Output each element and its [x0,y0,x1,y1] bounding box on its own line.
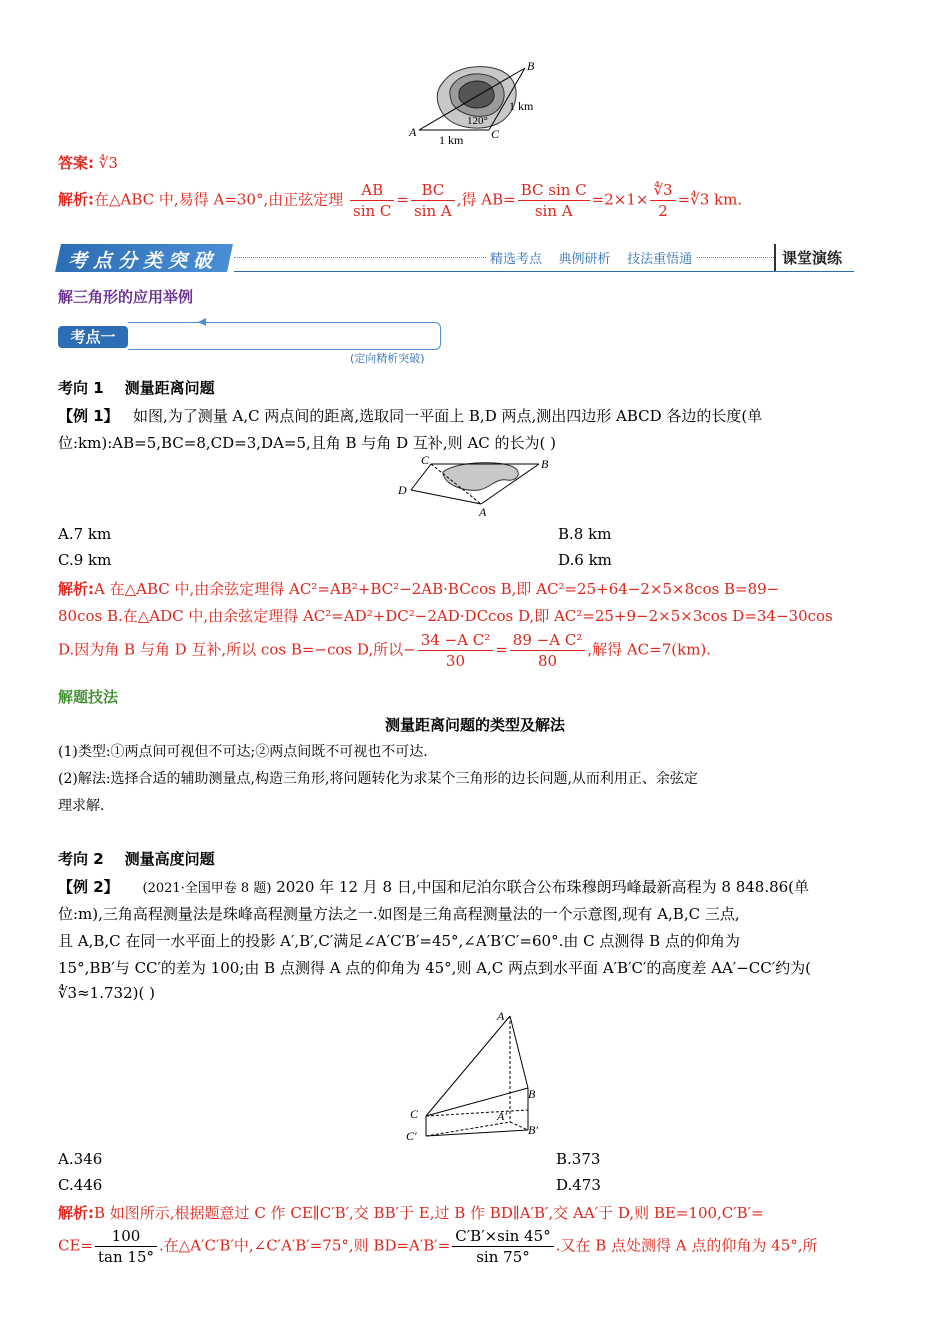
analysis-3-label: 解析: [58,1204,94,1222]
fraction-bcsinc-sina: $\frac{\text{BC sin C}}{\text{sin A}}$ [518,180,590,221]
example-1-choice-d: D.6 km [558,551,612,569]
answer-line [58,152,118,173]
banner-title: 考点分类突破 [68,250,219,272]
label-a: A [497,1009,505,1023]
kaodian-arrow [198,318,206,326]
fraction-root3-2: $\frac{∜3}{2}$ [650,180,675,221]
label-c-prime: C′ [406,1129,417,1143]
example-2-choice-b: B.373 [556,1150,601,1168]
label-c: C [421,453,430,467]
fraction-100-tan15: $\frac{100}{\tan 15^\circ}$ [95,1226,157,1267]
kaodian-frame [128,322,441,350]
section-title: 解三角形的应用举例 [58,288,194,306]
example-1-line-2: 位:km):AB=5,BC=8,CD=3,DA=5,且角 B 与角 D 互补,则 AC 的长为( ) [58,434,556,452]
section-banner [58,242,858,274]
example-2-choice-d: D.473 [556,1176,601,1194]
label-ac-length: 1 km [439,133,464,147]
example-1-tag: 【例 1】 [58,407,119,425]
analysis-1-text-a: 在△ABC 中,易得 A=30°,由正弦定理 [94,190,344,209]
kaodian-subtitle: (定向精析突破) [350,352,425,365]
banner-item-2: 典例研析 [558,252,611,267]
label-b: B [527,59,535,73]
direction-1-title: 测量距离问题 [124,379,215,397]
label-b: B [528,1087,536,1101]
analysis-2-line-1: 解析:A 在△ABC 中,由余弦定理得 AC²=AB²+BC²−2AB·BCcos B,即 AC²=25+64−2×5×8cos B=89− [58,580,780,598]
method-title: 测量距离问题的类型及解法 [384,716,565,734]
example-2-line-2: 位:m),三角高程测量法是珠峰高程测量方法之一.如图是三角高程测量法的一个示意图,现有 A,B,C 三点, [58,905,740,923]
example-2-tag: 【例 2】 [58,878,119,896]
label-b: B [541,457,549,471]
direction-1-label: 考向 1 [58,379,104,397]
direction-2-label: 考向 2 [58,850,104,868]
label-b-prime: B′ [528,1123,538,1137]
example-2-choice-a: A.346 [58,1150,103,1168]
example-1-line-1: 【例 1】 如图,为了测量 A,C 两点间的距离,选取同一平面上 B,D 两点,测出四边形 ABCD 各边的长度(单 [58,407,763,425]
method-p1: (1)类型:①两点间可视但不可达;②两点间既不可视也不可达. [58,744,428,760]
analysis-2-line-2: 80cos B.在△ADC 中,由余弦定理得 AC²=AD²+DC²−2AD·DCcos D,即 AC²=25+9−2×5×3cos D=34−30cos [58,607,833,625]
label-c: C [410,1107,419,1121]
analysis-2-line-3: D.因为角 B 与角 D 互补,所以 cos B=−cos D,所以− $\frac{\text{34 −A C²}}{30}$ = $\frac{\text{89 −A C²}}{80}$ ,解得 AC=7(km). [58,631,712,670]
analysis-3-line-2: CE= $\frac{100}{\tan 15^\circ}$ .在△A′C′B′中,∠C′A′B′=75°,则 BD=A′B′= $\frac{C'B'\times\sin 45^\circ}{\sin 75^\circ}$ .又在 B 点处测得 A 点的仰角为 45°,所 [58,1227,818,1266]
analysis-1-label: 解析: [58,190,94,209]
direction-2-title: 测量高度问题 [124,850,215,868]
fraction-bc-sina: $\frac{BC}{\text{sin A}}$ [411,180,455,221]
analysis-2-label: 解析: [58,580,94,598]
example-2-line-3: 且 A,B,C 在同一水平面上的投影 A′,B′,C′满足∠A′C′B′=45°,∠A′B′C′=60°.由 C 点测得 B 点的仰角为 [58,932,740,950]
banner-item-1: 精选考点 [490,252,543,267]
example-1-choice-a: A.7 km [58,525,112,543]
label-a-prime: A′ [497,1109,507,1123]
banner-items [486,248,696,267]
label-d: D [398,483,407,497]
example-2-line-1: 【例 2】 (2021·全国甲卷 8 题) 2020 年 12 月 8 日,中国和尼泊尔联合公布珠穆朗玛峰最新高程为 8 848.86(单 [58,878,810,896]
label-angle: 120° [467,115,488,127]
label-a: A [409,125,417,139]
label-bc-length: 1 km [509,99,534,113]
example-1-choice-c: C.9 km [58,551,112,569]
kaodian-block [58,320,442,368]
banner-right-label: 课堂演练 [782,249,843,267]
fraction-89: $\frac{\text{89 −A C²}}{80}$ [510,630,586,671]
answer-value: ∜3 [98,154,118,172]
method-p2: (2)解法:选择合适的辅助测量点,构造三角形,将问题转化为求某个三角形的边长问题,从而利用正、余弦定 [58,771,698,787]
method-label: 解题技法 [58,688,119,706]
fraction-34: $\frac{\text{34 −A C²}}{30}$ [418,630,494,671]
fraction-cb-sin: $\frac{C'B'\times\sin 45^\circ}{\sin 75^\circ}$ [452,1226,553,1267]
fraction-ab-sinc: $\frac{AB}{\text{sin C}}$ [350,180,394,221]
banner-item-3: 技法重悟通 [627,252,693,267]
method-p3: 理求解. [58,798,105,814]
banner-divider [774,244,776,272]
figure-triangle-lake [405,58,555,148]
example-2-line-5: ∜3≈1.732)( ) [58,984,155,1002]
example-1-choice-b: B.8 km [558,525,612,543]
example-2-source: (2021·全国甲卷 8 题) [142,881,272,896]
analysis-3-line-1: 解析:B 如图所示,根据题意过 C 作 CE∥C′B′,交 BB′于 E,过 B 作 BD∥A′B′,交 AA′于 D,则 BE=100,C′B′= [58,1204,764,1222]
analysis-1: 解析:在△ABC 中,易得 A=30°,由正弦定理 $\frac{AB}{\text{sin C}}$ = $\frac{BC}{\text{sin A}}$ ,得 AB= $\frac{\text{BC sin C}}{\text{sin A}}$ =2×1× $\frac{∜3}{2}$ =∜3 km. [58,181,743,220]
banner-underline [234,271,854,272]
direction-1 [58,377,215,398]
example-2-line-4: 15°,BB′与 CC′的差为 100;由 B 点测得 A 点的仰角为 45°,则 A,C 两点到水平面 A′B′C′的高度差 AA′−CC′约为( [58,959,811,977]
example-2-choice-c: C.446 [58,1176,103,1194]
figure-quadrilateral [395,452,560,518]
answer-label: 答案: [58,154,94,172]
label-a: A [479,505,487,518]
direction-2 [58,848,215,869]
figure-height-measurement [400,1006,550,1146]
label-c: C [491,127,500,141]
kaodian-badge: 考点一 [58,326,128,348]
